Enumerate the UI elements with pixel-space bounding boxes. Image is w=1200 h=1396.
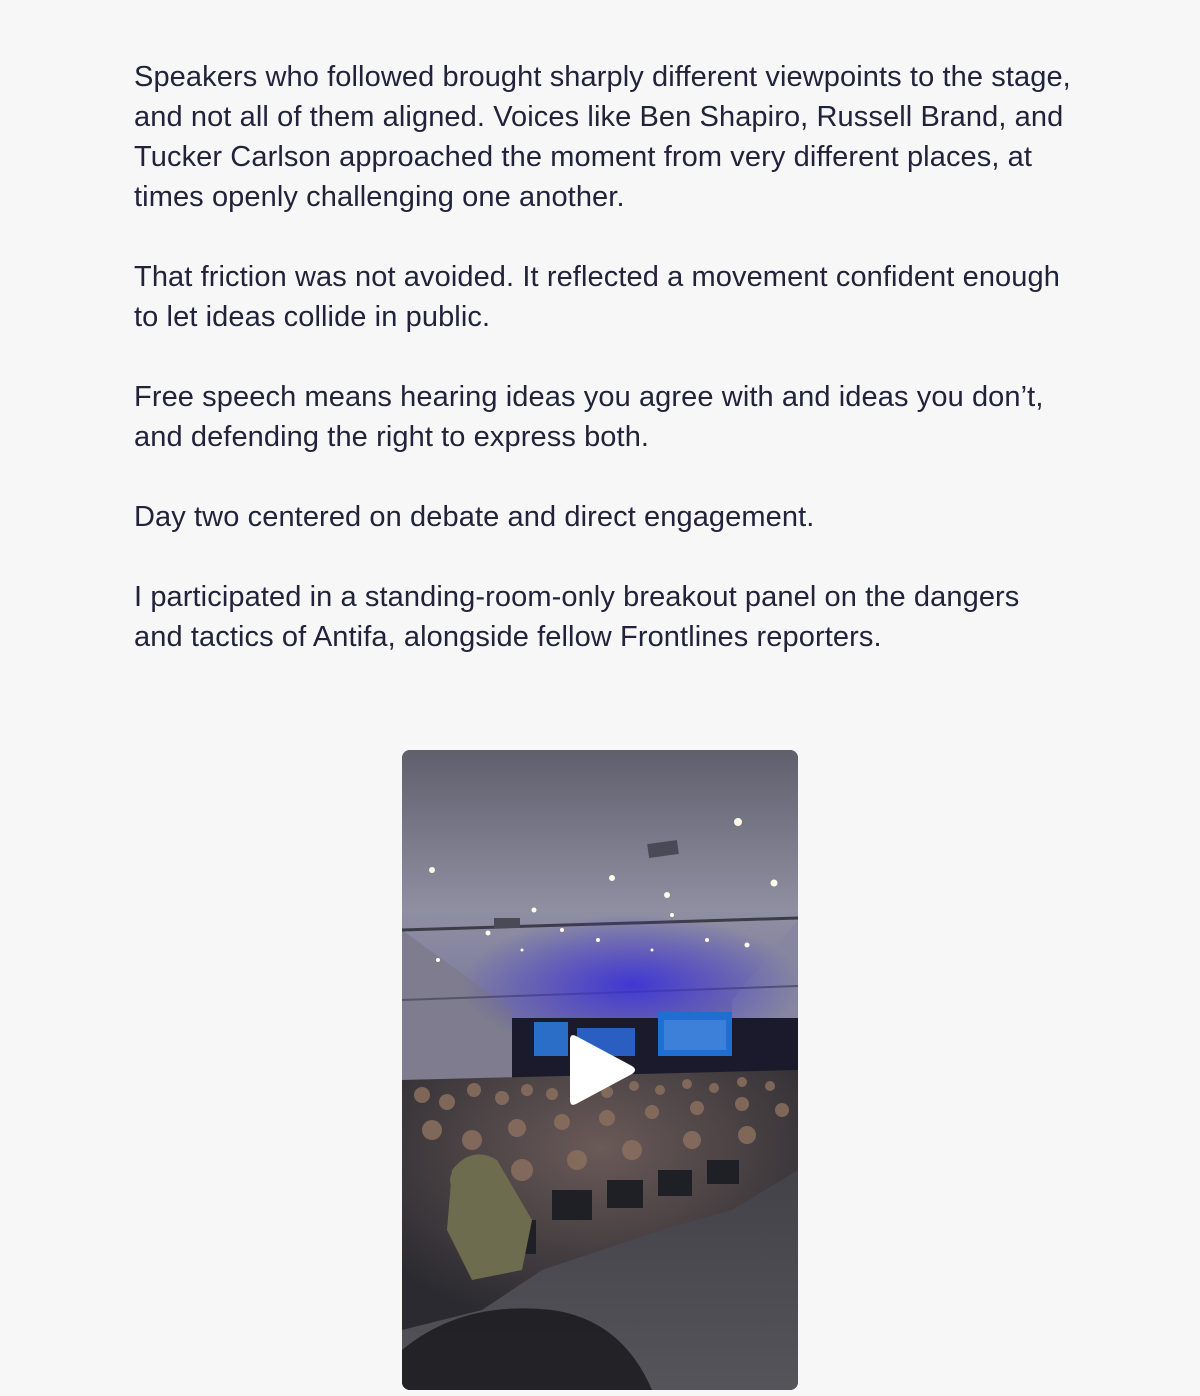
article-paragraph: Day two centered on debate and direct engagement. — [134, 501, 815, 533]
article-paragraph: I participated in a standing-room-only breakout panel on the dangers and tactics of Antifa, alongside fellow Frontlines reporters. — [134, 581, 1020, 653]
article-paragraph: Free speech means hearing ideas you agree with and ideas you don’t, and defending the right to express both. — [134, 381, 1044, 453]
article-body — [134, 57, 1074, 697]
embedded-video-player[interactable] — [402, 750, 798, 1390]
article-paragraph: That friction was not avoided. It reflected a movement confident enough to let ideas collide in public. — [134, 261, 1060, 333]
play-icon[interactable] — [564, 1030, 640, 1110]
article-paragraph: Speakers who followed brought sharply different viewpoints to the stage, and not all of them aligned. Voices like Ben Shapiro, Russell Brand, and Tucker Carlson approached the moment from very different places, at times openly challenging one another. — [134, 61, 1071, 213]
